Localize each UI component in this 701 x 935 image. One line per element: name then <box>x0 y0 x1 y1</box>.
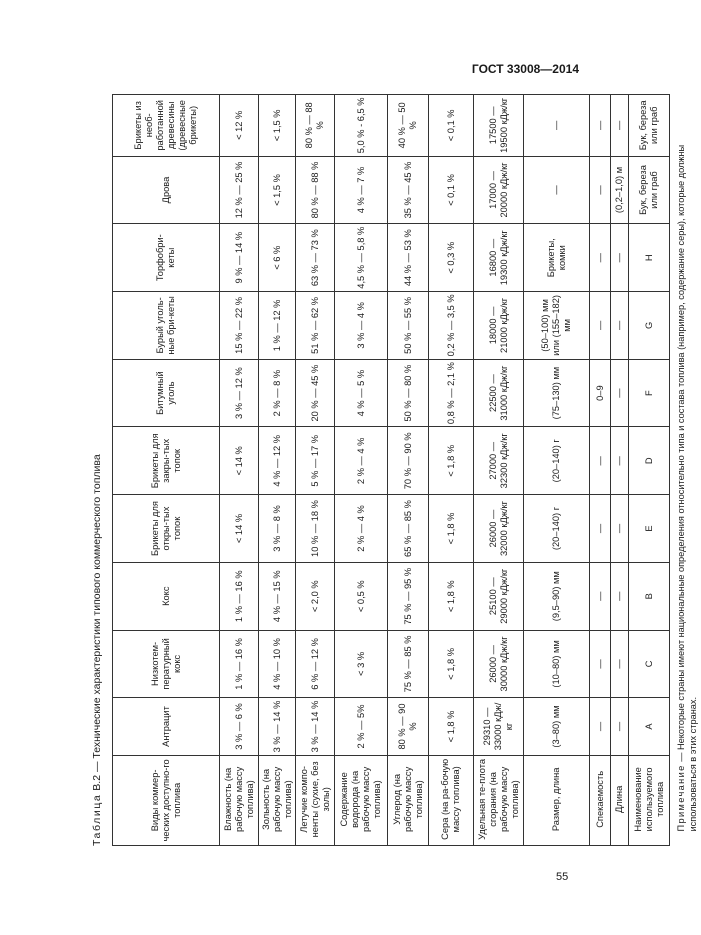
table-cell: 2 % — 8 % <box>259 359 296 427</box>
row-header: Удельная те-плота сгорания (на рабочую массу топлива) <box>474 755 524 845</box>
table-cell: 12 % — 25 % <box>220 156 259 224</box>
table-cell: (3–80) мм <box>524 698 590 755</box>
table-cell: — <box>611 495 629 563</box>
table-cell: 1 % — 16 % <box>220 562 259 630</box>
table-cell: G <box>629 292 670 360</box>
table-note <box>670 95 701 846</box>
table-cell: 4 % — 12 % <box>259 427 296 495</box>
table-cell: — <box>590 427 611 495</box>
table-cell: < 1,5 % <box>259 95 296 157</box>
table-cell: 3 % — 12 % <box>220 359 259 427</box>
table-cell: < 3 % <box>335 630 388 698</box>
table-cell: (9,5–90) мм <box>524 562 590 630</box>
table-cell: — <box>611 698 629 755</box>
table-cell: 50 % — 80 % <box>388 359 429 427</box>
column-header: Антрацит <box>113 698 220 755</box>
table-cell: 20 % — 45 % <box>296 359 335 427</box>
table-cell: 40 % — 50 % <box>388 95 429 157</box>
table-cell: 0,8 % — 2,1 % <box>429 359 474 427</box>
table-cell: F <box>629 359 670 427</box>
table-cell: 80 % — 88 % <box>296 156 335 224</box>
table-cell: < 0,1 % <box>429 156 474 224</box>
table-cell: E <box>629 495 670 563</box>
table-cell: Бук, береза или граб <box>629 95 670 157</box>
table-row <box>220 95 259 846</box>
table-cell: 2 % — 4 % <box>335 495 388 563</box>
column-header: Брикеты из необ-работанной древесины (древесные брикеты) <box>113 95 220 157</box>
table-cell: 26000 — 32000 кДж/кг <box>474 495 524 563</box>
table-cell: (0,2–1,0) м <box>611 156 629 224</box>
column-header: Кокс <box>113 562 220 630</box>
table-cell: 3 % — 14 % <box>259 698 296 755</box>
row-header: Влажность (на рабочую массу топлива) <box>220 755 259 845</box>
table-cell: B <box>629 562 670 630</box>
table-cell: 80 % — 90 % <box>388 698 429 755</box>
table-cell: — <box>590 224 611 292</box>
standard-number: ГОСТ 33008—2014 <box>471 62 579 76</box>
table-cell: < 1,5 % <box>259 156 296 224</box>
table-row <box>296 95 335 846</box>
table-cell: 75 % — 95 % <box>388 562 429 630</box>
table-cell: 3 % — 8 % <box>259 495 296 563</box>
table-row <box>259 95 296 846</box>
table-cell: < 12 % <box>220 95 259 157</box>
table-row <box>335 95 388 846</box>
table-cell: < 14 % <box>220 495 259 563</box>
table-cell: — <box>590 495 611 563</box>
column-header: Битумный уголь <box>113 359 220 427</box>
table-row <box>590 95 611 846</box>
table-cell: < 1,8 % <box>429 698 474 755</box>
table-cell: 17000 — 20000 кДж/кг <box>474 156 524 224</box>
table-cell: (20–140) г <box>524 495 590 563</box>
table-cell: 4,5 % — 5,8 % <box>335 224 388 292</box>
table-cell: Брикеты, комки <box>524 224 590 292</box>
fuel-characteristics-table <box>112 94 701 846</box>
row-header: Длина <box>611 755 629 845</box>
table-cell: 22500 — 31000 кДж/кг <box>474 359 524 427</box>
column-header: Низкотем-пературный кокс <box>113 630 220 698</box>
note-text: — Некоторые страны имеют национальные определения относительно типа и состава топлива (например, содержание серы), которые должны использоваться в этих странах. <box>676 144 698 832</box>
table-cell: A <box>629 698 670 755</box>
table-cell: 15 % — 22 % <box>220 292 259 360</box>
table-row <box>524 95 590 846</box>
table-cell: 10 % — 18 % <box>296 495 335 563</box>
note-label: Примечание <box>676 764 686 832</box>
table-caption <box>90 94 112 846</box>
row-header: Летучие компо-ненты (сухие, без золы) <box>296 755 335 845</box>
table-cell: — <box>590 698 611 755</box>
row-header: Наименование используемого топлива <box>629 755 670 845</box>
table-cell: 4 % — 5 % <box>335 359 388 427</box>
table-cell: — <box>611 95 629 157</box>
table-number: В.2 <box>91 774 103 791</box>
table-cell: Бук, береза или граб <box>629 156 670 224</box>
note-row <box>670 95 701 846</box>
table-cell: — <box>590 292 611 360</box>
table-cell: < 6 % <box>259 224 296 292</box>
table-cell: 4 % — 15 % <box>259 562 296 630</box>
table-cell: — <box>524 95 590 157</box>
table-cell: — <box>611 427 629 495</box>
table-cell: 2 % — 4 % <box>335 427 388 495</box>
table-cell: 5,0 % - 6,5 % <box>335 95 388 157</box>
table-cell: 18000 — 21000 кДж/кг <box>474 292 524 360</box>
table-cell: < 1,8 % <box>429 427 474 495</box>
table-cell: 16800 — 19300 кДж/кг <box>474 224 524 292</box>
column-header: Брикеты для откры-тых топок <box>113 495 220 563</box>
table-row <box>611 95 629 846</box>
page-number: 55 <box>556 871 569 883</box>
column-header: Виды коммер-ческих доступно-го топлива <box>113 755 220 845</box>
table-cell: 3 % — 6 % <box>220 698 259 755</box>
table-cell: < 0,1 % <box>429 95 474 157</box>
table-cell: 17500 — 19500 кДж/кг <box>474 95 524 157</box>
table-cell: 26000 — 30000 кДж/кг <box>474 630 524 698</box>
row-header: Зольность (на рабочую массу топлива) <box>259 755 296 845</box>
table-cell: 63 % — 73 % <box>296 224 335 292</box>
table-cell: D <box>629 427 670 495</box>
table-cell: 0–9 <box>590 359 611 427</box>
table-cell: 35 % — 45 % <box>388 156 429 224</box>
table-cell: < 1,8 % <box>429 630 474 698</box>
table-cell: — <box>590 95 611 157</box>
table-cell: — <box>590 630 611 698</box>
table-cell: H <box>629 224 670 292</box>
table-cell: 3 % — 4 % <box>335 292 388 360</box>
table-cell: 1 % — 16 % <box>220 630 259 698</box>
table-cell: 6 % — 12 % <box>296 630 335 698</box>
table-cell: 9 % — 14 % <box>220 224 259 292</box>
table-cell: — <box>524 156 590 224</box>
table-cell: (75–130) мм <box>524 359 590 427</box>
table-cell: 0,2 % — 3,5 % <box>429 292 474 360</box>
header-row <box>113 95 220 846</box>
table-cell: (50–100) мм или (155–182) мм <box>524 292 590 360</box>
table-cell: 1 % — 12 % <box>259 292 296 360</box>
table-cell: 2 % — 5% <box>335 698 388 755</box>
table-cell: < 1,8 % <box>429 562 474 630</box>
table-row <box>429 95 474 846</box>
table-cell: 3 % — 14 % <box>296 698 335 755</box>
table-cell: 65 % — 85 % <box>388 495 429 563</box>
table-row <box>474 95 524 846</box>
rotated-table-block <box>90 94 698 846</box>
column-header: Брикеты для закры-тых топок <box>113 427 220 495</box>
table-cell: < 1,8 % <box>429 495 474 563</box>
table-cell: 44 % — 53 % <box>388 224 429 292</box>
table-cell: 4 % — 10 % <box>259 630 296 698</box>
table-cell: < 14 % <box>220 427 259 495</box>
table-cell: — <box>590 562 611 630</box>
table-cell: 51 % — 62 % <box>296 292 335 360</box>
table-cell: — <box>611 224 629 292</box>
table-cell: C <box>629 630 670 698</box>
column-header: Торфобри-кеты <box>113 224 220 292</box>
table-title: — Технические характеристики типового коммерческого топлива <box>91 454 103 773</box>
table-cell: — <box>590 156 611 224</box>
table-cell: — <box>611 562 629 630</box>
table-cell: < 0,5 % <box>335 562 388 630</box>
row-header: Размер, длина <box>524 755 590 845</box>
row-header: Сера (на ра-бочую массу топлива) <box>429 755 474 845</box>
table-cell: < 0,3 % <box>429 224 474 292</box>
row-header: Углерод (на рабочую массу топлива) <box>388 755 429 845</box>
table-cell: 70 % — 90 % <box>388 427 429 495</box>
column-header: Бурый уголь-ные бри-кеты <box>113 292 220 360</box>
table-body <box>220 95 670 846</box>
table-cell: 75 % — 85 % <box>388 630 429 698</box>
table-label: Таблица <box>91 793 103 846</box>
table-cell: 80 % — 88 % <box>296 95 335 157</box>
column-header: Дрова <box>113 156 220 224</box>
table-cell: 5 % — 17 % <box>296 427 335 495</box>
table-row <box>629 95 670 846</box>
row-header: Спекаемость <box>590 755 611 845</box>
table-cell: (10–80) мм <box>524 630 590 698</box>
table-cell: — <box>611 359 629 427</box>
table-cell: 27000 — 32300 кДж/кг <box>474 427 524 495</box>
table-cell: < 2,0 % <box>296 562 335 630</box>
table-cell: (20–140) г <box>524 427 590 495</box>
table-cell: 25100 — 29000 кДж/кг <box>474 562 524 630</box>
table-cell: 50 % — 55 % <box>388 292 429 360</box>
table-row <box>388 95 429 846</box>
row-header: Содержание водорода (на рабочую массу топлива) <box>335 755 388 845</box>
table-cell: — <box>611 630 629 698</box>
table-cell: — <box>611 292 629 360</box>
table-cell: 29310 — 33000 кДж/кг <box>474 698 524 755</box>
table-cell: 4 % — 7 % <box>335 156 388 224</box>
